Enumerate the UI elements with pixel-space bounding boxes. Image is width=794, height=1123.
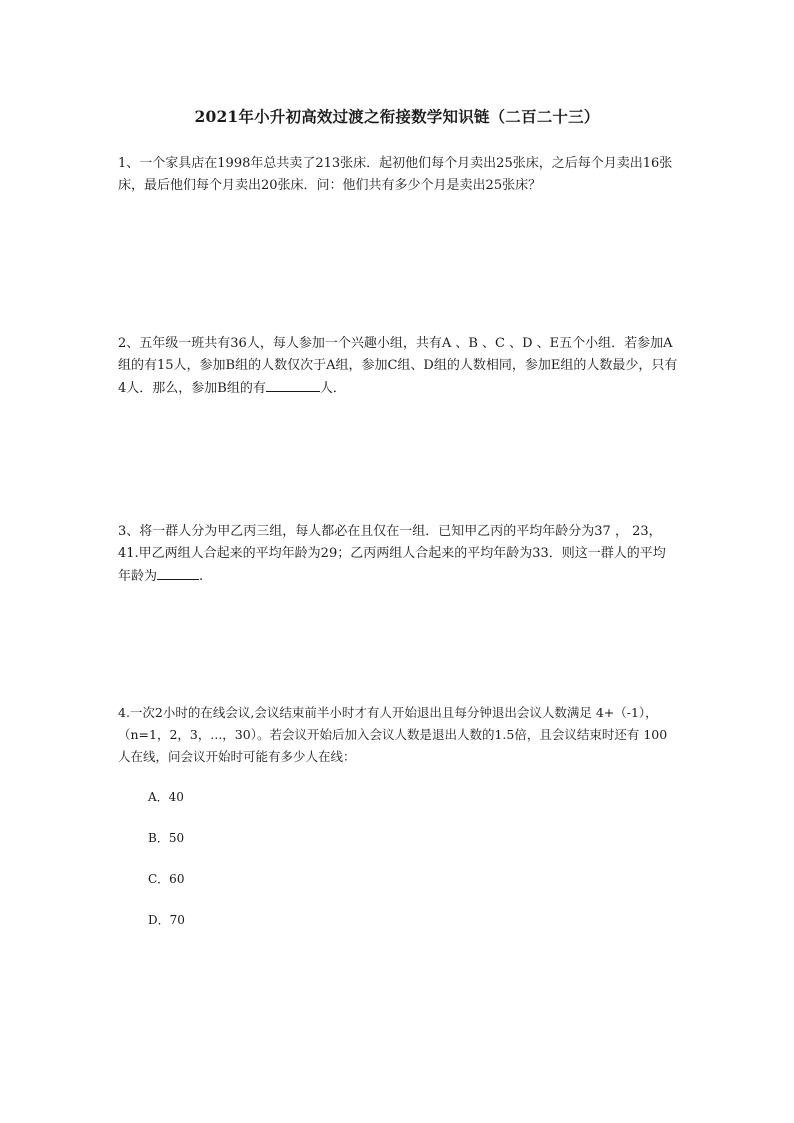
question-2 [118, 333, 678, 400]
question-1-text: 1、一个家具店在1998年总共卖了213张床．起初他们每个月卖出25张床，之后每个月卖出16张床，最后他们每个月卖出20张床．问：他们共有多少个月是卖出25张床？ [118, 156, 673, 193]
option-a: A．40 [148, 790, 184, 804]
question-4 [118, 702, 678, 768]
question-1 [118, 153, 678, 197]
question-3 [118, 521, 678, 588]
option-b: B．50 [148, 831, 185, 845]
answer-blank [157, 565, 199, 580]
question-3-text: 3、将一群人分为甲乙丙三组，每人都必在且仅在一组．已知甲乙丙的平均年龄分为37 ， 23， 41.甲乙两组人合起来的平均年龄为29；乙丙两组人合起来的平均年龄为33．则这一群人的平均年龄为 [118, 524, 666, 584]
option-d: D．70 [148, 913, 185, 927]
question-2-text: 2、五年级一班共有36人，每人参加一个兴趣小组，共有A 、B 、C 、D 、E五个小组．若参加A组的有15人，参加B组的人数仅次于A组，参加C组、D组的人数相同，参加E组的人数最少，只有4人．那么，参加B组的有 [118, 336, 678, 396]
question-2-suffix: 人． [319, 381, 346, 396]
question-4-text: 4.一次2小时的在线会议,会议结束前半小时才有人开始退出且每分钟退出会议人数满足 4+（-1），（n=1，2，3，...，30）。若会议开始后加入会议人数是退出人数的1.5倍，且会议结束时还有 100人在线，问会议开始时可能有多少人在线： [118, 705, 668, 764]
option-c: C．60 [148, 872, 185, 886]
question-3-suffix: . [199, 569, 204, 584]
page-title: 2021年小升初高效过渡之衔接数学知识链（二百二十三） [194, 107, 600, 126]
answer-blank [266, 377, 320, 392]
